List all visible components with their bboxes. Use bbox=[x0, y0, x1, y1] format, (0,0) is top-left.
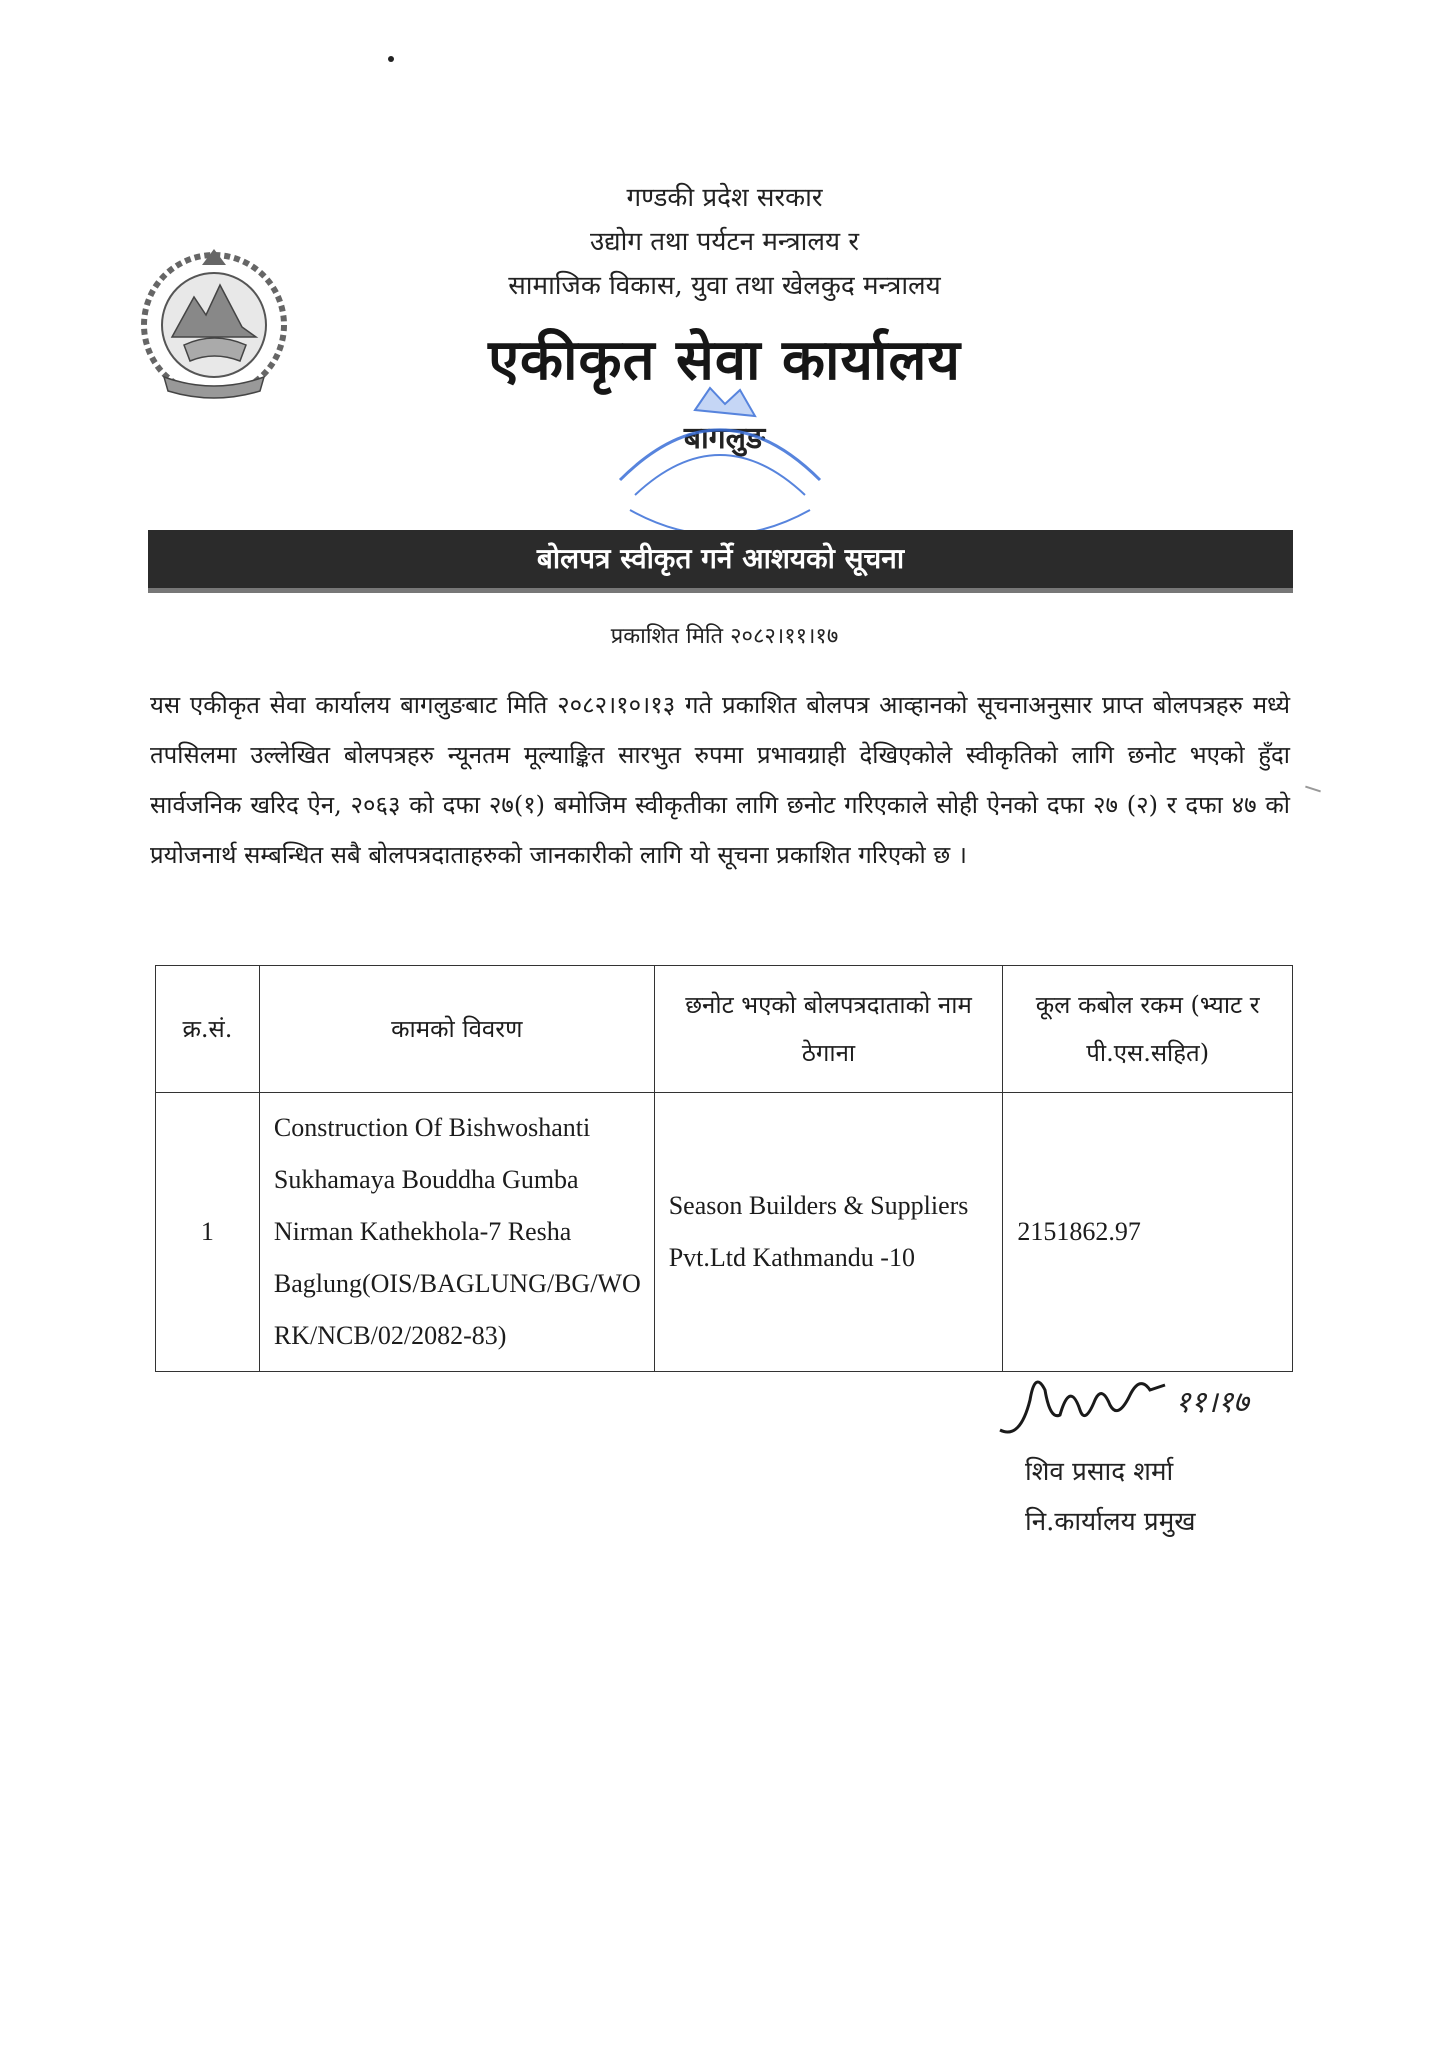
tender-table bbox=[155, 965, 1293, 1372]
header-ministry-2: सामाजिक विकास, युवा तथा खेलकुद मन्त्रालय bbox=[508, 271, 941, 301]
scan-speck bbox=[388, 56, 394, 62]
header-province: गण्डकी प्रदेश सरकार bbox=[626, 183, 823, 213]
row-work: Construction Of Bishwoshanti Sukhamaya Bouddha Gumba Nirman Kathekhola-7 Resha Baglung(OIS/BAGLUNG/BG/WORK/NCB/02/2082-83) bbox=[259, 1093, 654, 1372]
notice-body: यस एकीकृत सेवा कार्यालय बागलुङबाट मिति २०८२।१०।१३ गते प्रकाशित बोलपत्र आव्हानको सूचनाअनुसार प्राप्त बोलपत्रहरु मध्ये तपसिलमा उल्लेखित बोलपत्रहरु न्यूनतम मूल्याङ्कित सारभुत रुपमा प्रभावग्राही देखिएकोले स्वीकृतिको लागि छनोट भएको हुँदा सार्वजनिक खरिद ऐन, २०६३ को दफा २७(१) बमोजिम स्वीकृतीका लागि छनोट गरिएकाले सोही ऐनको दफा २७ (२) र दफा ४७ को प्रयोजनार्थ सम्बन्धित सबै बोलपत्रदाताहरुको जानकारीको लागि यो सूचना प्रकाशित गरिएको छ । bbox=[150, 691, 1290, 869]
table-header-row bbox=[156, 966, 1293, 1093]
office-district: बागलुङ bbox=[683, 421, 766, 456]
signatory-title: नि.कार्यालय प्रमुख bbox=[1025, 1507, 1196, 1537]
header-ministry-1: उद्योग तथा पर्यटन मन्त्रालय र bbox=[589, 227, 860, 257]
header-amount: कूल कबोल रकम (भ्याट र पी.एस.सहित) bbox=[1003, 966, 1293, 1093]
notice-title: बोलपत्र स्वीकृत गर्ने आशयको सूचना bbox=[536, 542, 905, 575]
signatory-name: शिव प्रसाद शर्मा bbox=[1025, 1457, 1174, 1487]
header-bidder: छनोट भएको बोलपत्रदाताको नाम ठेगाना bbox=[654, 966, 1003, 1093]
published-date: प्रकाशित मिति २०८२।११।१७ bbox=[610, 624, 839, 649]
row-amount: 2151862.97 bbox=[1003, 1093, 1293, 1372]
signature-date: ११।१७ bbox=[1175, 1385, 1249, 1420]
row-bidder: Season Builders & Suppliers Pvt.Ltd Kathmandu -10 bbox=[654, 1093, 1003, 1372]
row-sn: 1 bbox=[156, 1093, 260, 1372]
office-name: एकीकृत सेवा कार्यालय bbox=[488, 327, 961, 393]
table-row bbox=[156, 1093, 1293, 1372]
scan-mark bbox=[1305, 786, 1321, 793]
header-sn: क्र.सं. bbox=[156, 966, 260, 1093]
header-work: कामको विवरण bbox=[259, 966, 654, 1093]
